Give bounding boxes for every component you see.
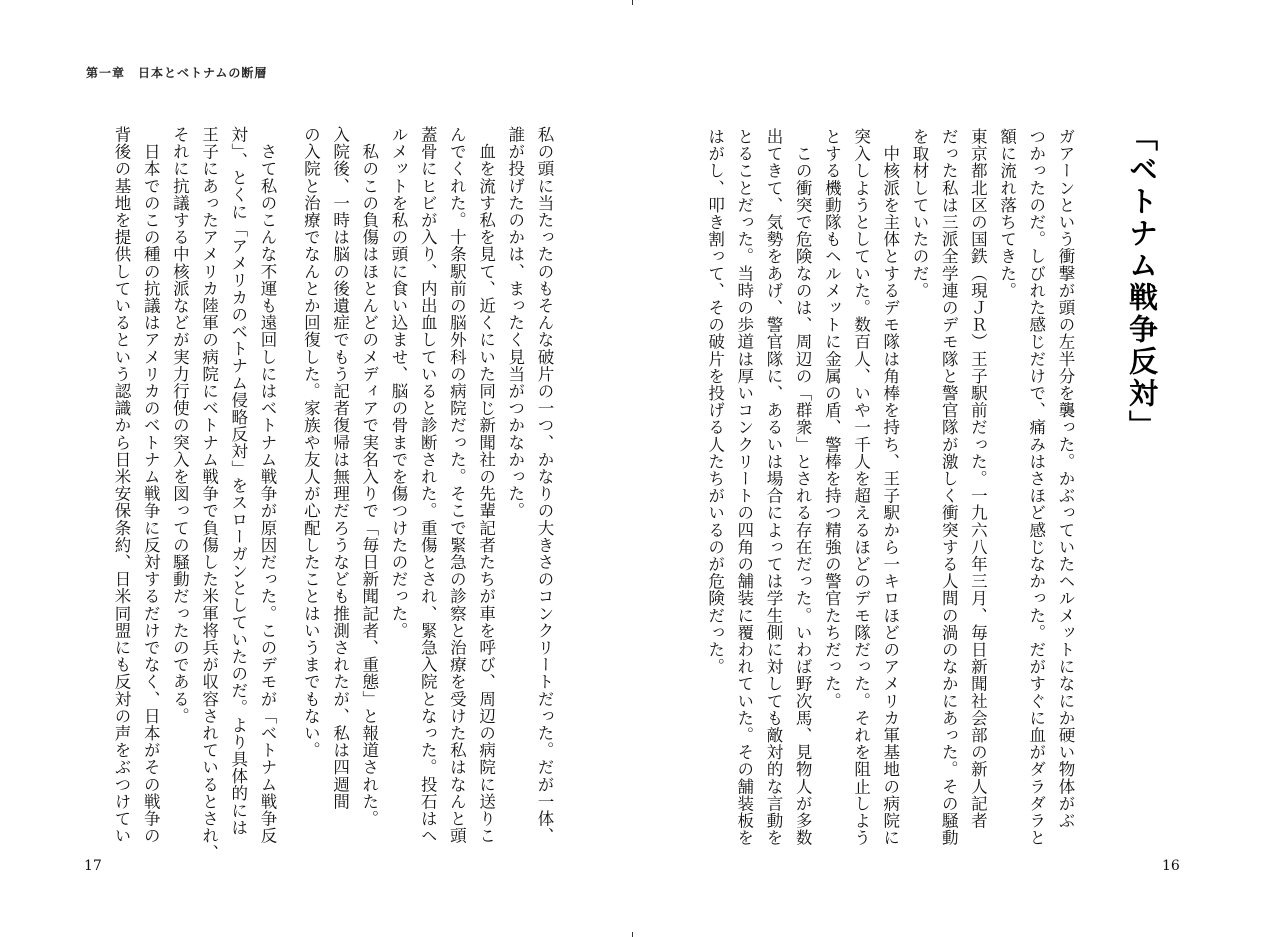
text-line: の入院と治療でなんとか回復した。家族や友人が心配したことはいうまでもない。 [301, 126, 321, 759]
crop-mark-top [632, 0, 633, 5]
text-line: だった私は三派全学連のデモ隊と警官隊が激しく衝突する人間の渦のなかにあった。その騒動 [939, 128, 959, 847]
text-line: 私の頭に当たったのもそんな破片の一つ、かなりの大きさのコンクリートだった。だが一体、 [535, 126, 554, 845]
text-line: とることだった。当時の歩道は厚いコンクリートの四角の舗装に覆われていた。その舗装板を [734, 128, 754, 847]
text-line: 背後の基地を提供しているという認識から日米安保条約、日米同盟にも反対の声をぶつけてい [111, 126, 131, 845]
text-line: 日本でのこの種の抗議はアメリカのベトナム戦争に反対するだけでなく、日本がその戦争の [141, 126, 161, 845]
text-line: はがし、叩き割って、その破片を投げる人たちがいるのが危険だった。 [705, 128, 725, 676]
page-number-right: 16 [1162, 858, 1180, 874]
text-line: 入院後、一時は脳の後遺症でもう記者復帰は無理だろうなども推測されたが、私は四週間 [330, 126, 350, 810]
text-line: ルメットを私の頭に食い込ませ、脳の骨までを傷つけたのだった。 [388, 126, 408, 639]
text-line: 中核派を主体とするデモ隊は角棒を持ち、王子駅から一キロほどのアメリカ軍基地の病院に [880, 128, 900, 847]
text-line: んでくれた。十条駅前の脳外科の病院だった。そこで緊急の診察と治療を受けた私はなんと頭 [447, 126, 467, 845]
crop-mark-bottom [632, 932, 633, 937]
text-line: 出てきて、気勢をあげ、警官隊に、あるいは場合によっては学生側に対しても敵対的な言動を [763, 128, 783, 847]
text-line: 血を流す私を見て、近くにいた同じ新聞社の先輩記者たちが車を呼び、周辺の病院に送りこ [476, 126, 496, 845]
text-line: 蓋骨にヒビが入り、内出血していると診断された。重傷とされ、緊急入院となった。投石はヘ [418, 126, 438, 845]
text-line: つかったのだ。しびれた感じだけで、痛みはさほど感じなかった。だがすぐに血がダラダラと [1026, 128, 1046, 847]
text-line: 王子にあったアメリカ陸軍の病院にベトナム戦争で負傷した米軍将兵が収容されているとされ、 [199, 126, 219, 862]
running-head: 第一章 日本とベトナムの断層 [86, 66, 268, 80]
text-line: とする機動隊もヘルメットに金属の盾、警棒を持つ精強の警官たちだった。 [822, 128, 842, 710]
chapter-title: 「ベトナム戦争反対」 [1125, 122, 1159, 442]
text-line: 額に流れ落ちてきた。 [997, 128, 1017, 299]
text-line: 私のこの負傷はほとんどのメディアで実名入りで「毎日新聞記者、重態」と報道された。 [359, 126, 379, 828]
left-page-lower-text [82, 126, 282, 861]
text-line: 東京都北区の国鉄（現ＪＲ）王子駅前だった。一九六八年三月、毎日新聞社会部の新人記者 [968, 128, 988, 830]
right-page-text [705, 128, 1080, 863]
text-line: 対」、とくに「アメリカのベトナム侵略反対」をスローガンとしていたのだ。より具体的には [228, 126, 248, 836]
text-line: 突入しようとしていた。数百人、いや一千人を超えるほどのデモ隊だった。それを阻止しよう [851, 128, 871, 847]
text-line: この衝突で危険なのは、周辺の「群衆」とされる存在だった。いわば野次馬、見物人が多数 [793, 128, 813, 847]
text-line: ガアーンという衝撃が頭の左半分を襲った。かぶっていたヘルメットになにか硬い物体がぶ [1056, 128, 1075, 830]
text-line: 誰が投げたのかは、まったく見当がつかなかった。 [505, 126, 525, 520]
text-line: を取材していたのだ。 [909, 128, 929, 299]
left-page-upper-text [299, 126, 559, 861]
text-line: さて私のこんな不運も遠回しにはベトナム戦争が原因だった。このデモが「ベトナム戦争反 [258, 126, 277, 845]
text-line: それに抗議する中核派などが実力行使の突入を図っての騒動だったのである。 [170, 126, 190, 725]
page-number-left: 17 [84, 858, 102, 874]
